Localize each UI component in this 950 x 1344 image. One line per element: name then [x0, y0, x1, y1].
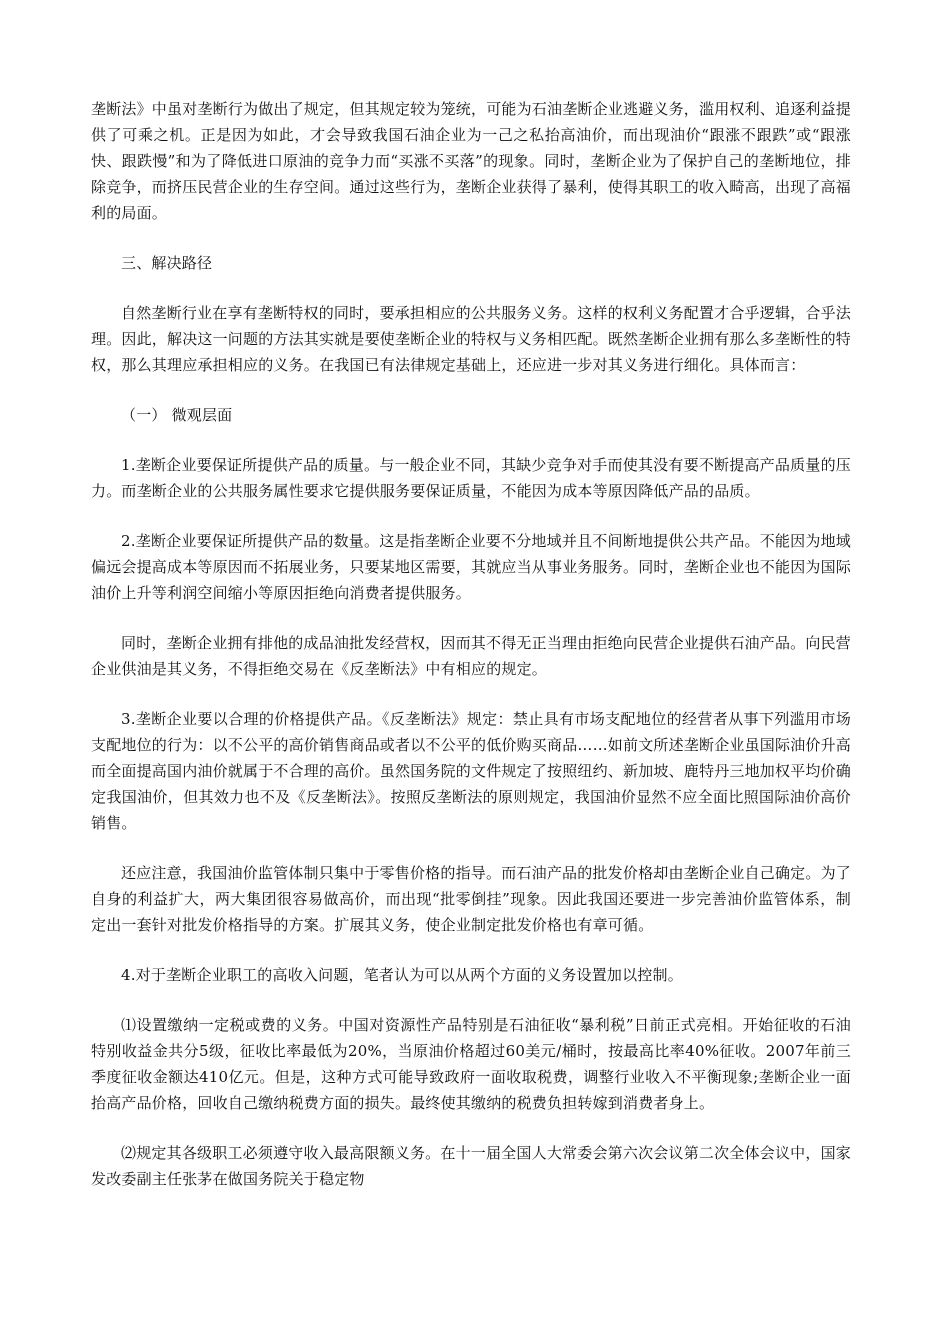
subsection-heading-micro: （一） 微观层面: [121, 406, 233, 424]
paragraph-private-supply: 同时，垄断企业拥有排他的成品油批发经营权，因而其不得无正当理由拒绝向民营企业提供石油产品。向民营企业供油是其义务，不得拒绝交易在《反垄断法》中有相应的规定。: [91, 634, 851, 678]
paragraph-tax-obligation: ⑴设置缴纳一定税或费的义务。中国对资源性产品特别是石油征收“暴利税”日前正式亮相。开始征收的石油特别收益金共分5级，征收比率最低为20%，当原油价格超过60美元/桶时，按最高比率40%征收。2007年前三季度征收金额达410亿元。但是，这种方式可能导致政府一面收取税费，调整行业收入不平衡现象;垄断企业一面抬高产品价格，回收自己缴纳税费方面的损失。最终使其缴纳的税费负担转嫁到消费者身上。: [91, 1016, 851, 1112]
paragraph-income-cap: ⑵规定其各级职工必须遵守收入最高限额义务。在十一届全国人大常委会第六次会议第二次全体会议中，国家发改委副主任张茅在做国务院关于稳定物: [91, 1144, 851, 1188]
paragraph-item-2-quantity: 2.垄断企业要保证所提供产品的数量。这是指垄断企业要不分地域并且不间断地提供公共产品。不能因为地域偏远会提高成本等原因而不拓展业务，只要某地区需要，其就应当从事业务服务。同时，垄断企业也不能因为国际油价上升等利润空间缩小等原因拒绝向消费者提供服务。: [91, 532, 852, 602]
document-page: [91, 96, 851, 1216]
paragraph-wholesale-price: 还应注意，我国油价监管体制只集中于零售价格的指导。而石油产品的批发价格却由垄断企业自己确定。为了自身的利益扩大，两大集团很容易做高价，而出现“批零倒挂”现象。因此我国还要进一步完善油价监管体系，制定出一套针对批发价格指导的方案。扩展其义务，使企业制定批发价格也有章可循。: [91, 864, 851, 934]
section-heading-solutions: 三、解决路径: [121, 254, 213, 272]
paragraph-item-3-price: 3.垄断企业要以合理的价格提供产品。《反垄断法》规定：禁止具有市场支配地位的经营者从事下列滥用市场支配地位的行为：以不公平的高价销售商品或者以不公平的低价购买商品……如前文所述垄断企业虽国际油价升高而全面提高国内油价就属于不合理的高价。虽然国务院的文件规定了按照纽约、新加坡、鹿特丹三地加权平均价确定我国油价，但其效力也不及《反垄断法》。按照反垄断法的原则规定，我国油价显然不应全面比照国际油价高价销售。: [91, 710, 852, 832]
paragraph-item-1-quality: 1.垄断企业要保证所提供产品的质量。与一般企业不同，其缺少竞争对手而使其没有要不断提高产品质量的压力。而垄断企业的公共服务属性要求它提供服务要保证质量，不能因为成本等原因降低产品的品质。: [91, 456, 851, 500]
paragraph-intro-solutions: 自然垄断行业在享有垄断特权的同时，要承担相应的公共服务义务。这样的权利义务配置才合乎逻辑，合乎法理。因此，解决这一问题的方法其实就是要使垄断企业的特权与义务相匹配。既然垄断企业拥有那么多垄断性的特权，那么其理应承担相应的义务。在我国已有法律规定基础上，还应进一步对其义务进行细化。具体而言：: [91, 304, 852, 374]
paragraph-item-4-income: 4.对于垄断企业职工的高收入问题，笔者认为可以从两个方面的义务设置加以控制。: [121, 966, 683, 984]
paragraph-continued-text: 垄断法》中虽对垄断行为做出了规定，但其规定较为笼统，可能为石油垄断企业逃避义务，滥用权利、追逐利益提供了可乘之机。正是因为如此，才会导致我国石油企业为一己之私抬高油价，而出现油价“跟涨不跟跌”或“跟涨快、跟跌慢”和为了降低进口原油的竞争力而“买涨不买落”的现象。同时，垄断企业为了保护自己的垄断地位，排除竞争，而挤压民营企业的生存空间。通过这些行为，垄断企业获得了暴利，使得其职工的收入畸高，出现了高福利的局面。: [91, 100, 852, 222]
